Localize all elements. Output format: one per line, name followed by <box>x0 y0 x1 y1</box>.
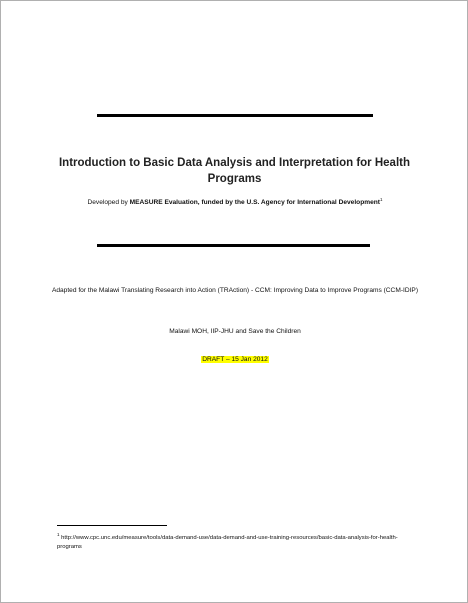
organizations-line: Malawi MOH, IIP-JHU and Save the Children <box>169 328 301 335</box>
footnote-separator <box>57 525 167 526</box>
draft-highlight: DRAFT – 15 Jan 2012 <box>202 356 268 363</box>
developed-by-prefix: Developed by <box>87 199 130 207</box>
document-title: Introduction to Basic Data Analysis and Interpretation for Health Programs <box>58 157 410 185</box>
footnote-url: http://www.cpc.unc.edu/measure/tools/data-demand-use/data-demand-and-use-training-resources/basic-data-analysis-for-health-programs <box>57 534 398 550</box>
adapted-for-text: Adapted for the Malawi Translating Research into Action (TRAction) - CCM: Improving Data to Improve Programs (CCM-IDIP) <box>51 287 419 294</box>
developed-by-line <box>21 197 449 206</box>
bottom-horizontal-rule <box>97 244 370 247</box>
footnote <box>57 530 417 552</box>
developed-by-org: MEASURE Evaluation, funded by the U.S. Agency for International Development <box>129 199 380 207</box>
footnote-mark: 1 <box>57 532 60 537</box>
draft-line <box>61 348 409 366</box>
top-horizontal-rule <box>97 114 373 117</box>
footnote-reference: 1 <box>380 197 383 202</box>
